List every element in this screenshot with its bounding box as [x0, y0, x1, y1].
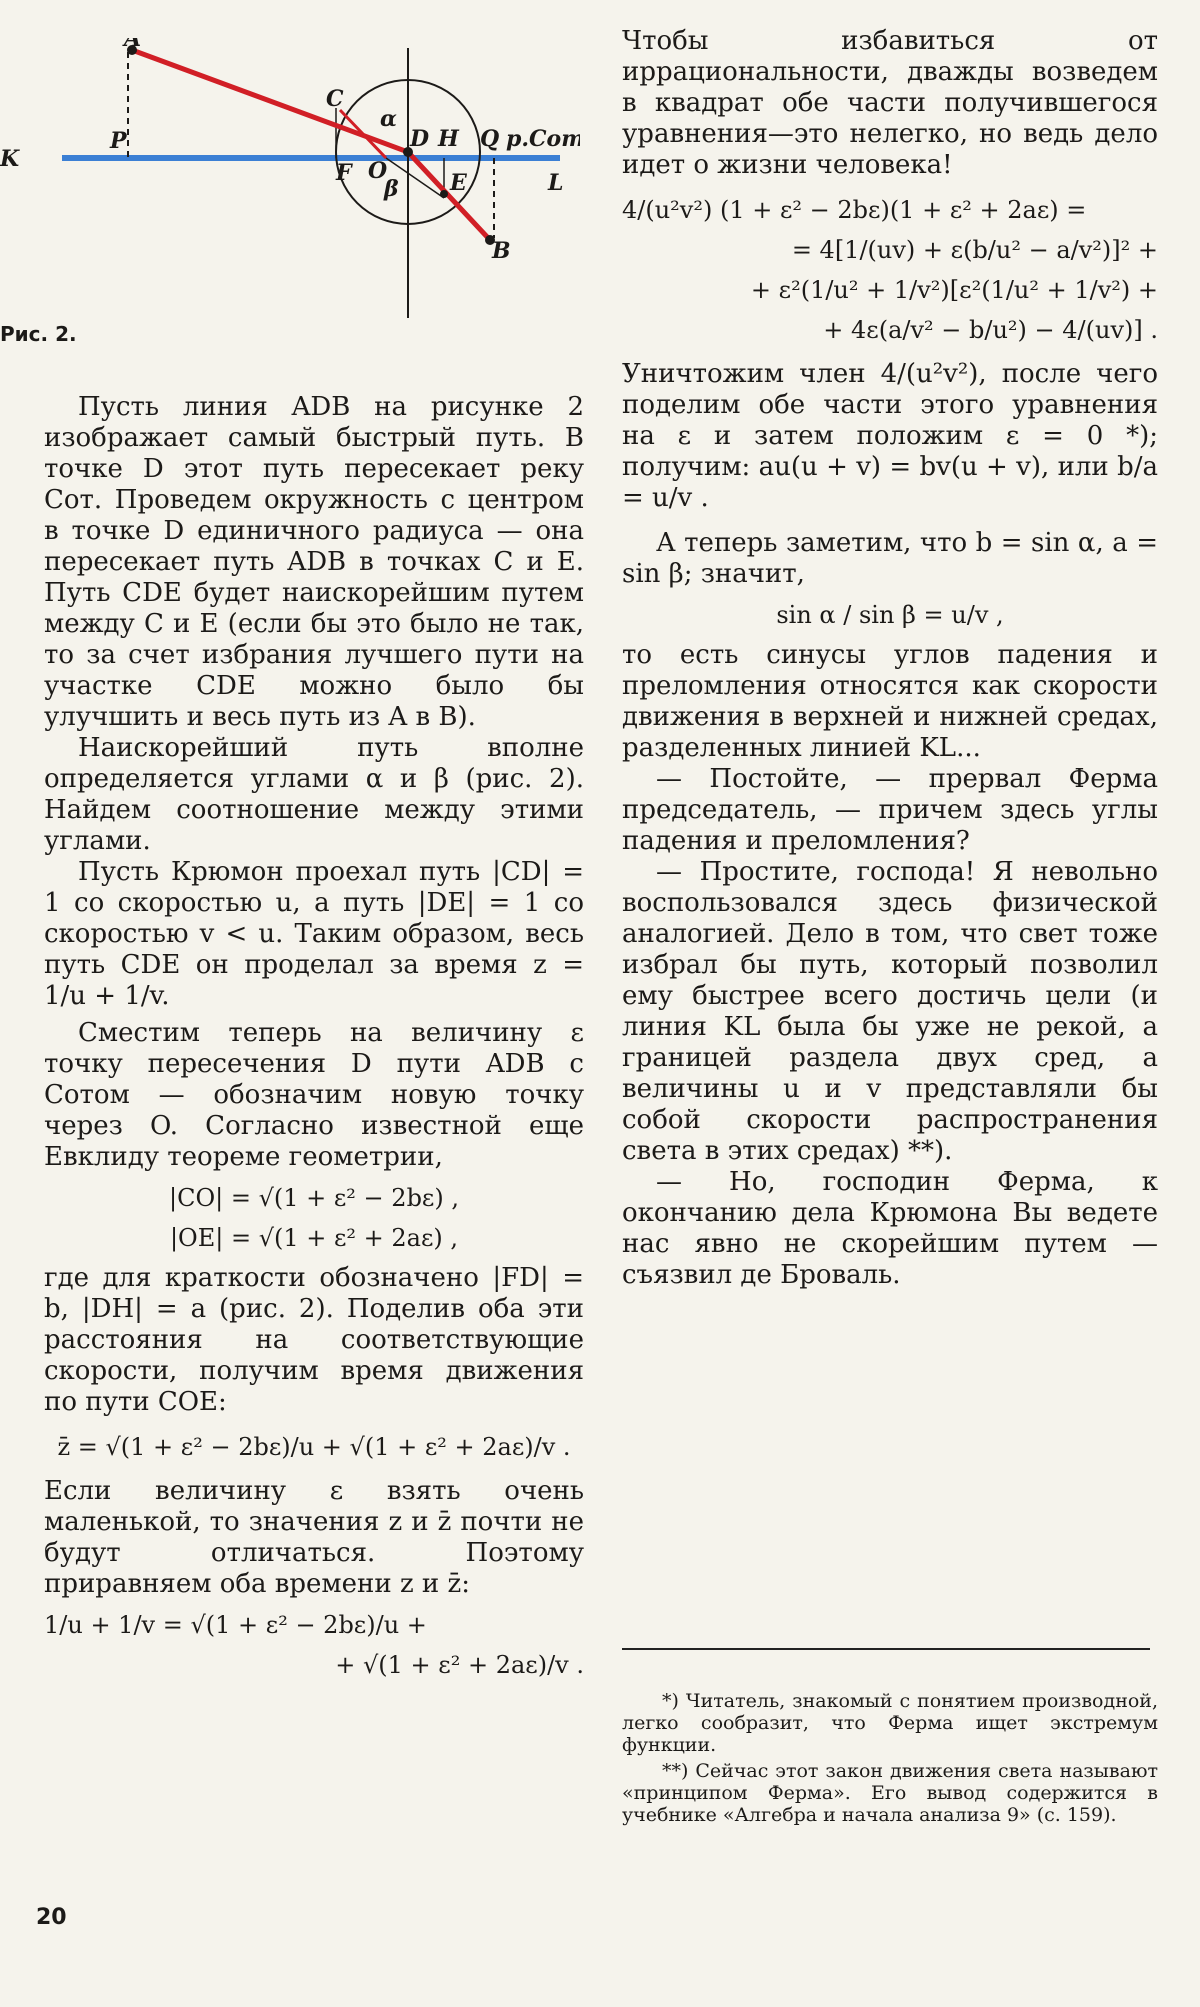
page-number: 20	[36, 1905, 67, 1930]
right-paragraph-5: — Постойте, — прервал Ферма председатель, — причем здесь углы падения и преломления?	[622, 764, 1158, 856]
footnote-1: *) Читатель, знакомый с понятием производной, легко сообразит, что Ферма ищет экстремум функции.	[622, 1690, 1158, 1756]
label-k: K	[0, 146, 20, 172]
equation-equal-times-a: 1/u + 1/v = √(1 + ε² − 2bε)/u +	[44, 1611, 427, 1639]
equation-oe: |OE| = √(1 + ε² + 2aε) ,	[169, 1224, 459, 1252]
footnotes	[622, 1690, 1158, 1826]
right-paragraph-7: — Но, господин Ферма, к окончанию дела Крюмона Вы ведете нас явно не скорейшим путем — съязвил де Броваль.	[622, 1167, 1158, 1290]
label-q: Q	[480, 126, 500, 152]
equation-snell: sin α / sin β = u/v ,	[776, 601, 1004, 629]
label-f: F	[336, 160, 352, 186]
label-l: L	[548, 170, 564, 196]
equation-squared-4: + 4ε(a/v² − b/u²) − 4/(uv)] .	[823, 316, 1158, 344]
left-paragraph-1: Пусть линия ADB на рисунке 2 изображает самый быстрый путь. В точке D этот путь пересекает реку Сот. Проведем окружность с центром в точке D единичного радиуса — она пересекает путь ADB в точках C и E. Путь CDE будет наискорейшим путем между C и E (если бы это было не так, то за счет избрания лучшего пути на участке CDE можно было бы улучшить и весь путь из A в B).	[44, 392, 584, 732]
footnote-rule	[622, 1648, 1150, 1650]
right-paragraph-6: — Простите, господа! Я невольно воспользовался здесь физической аналогией. Дело в том, что свет тоже избрал бы путь, который позволил ему быстрее всего достичь цели (и линия KL была бы уже не рекой, а границей раздела двух сред, а величины u и v представляли бы собой скорости распространения света в этих средах) **).	[622, 857, 1158, 1166]
footnote-2: **) Сейчас этот закон движения света называют «принципом Ферма». Его вывод содержится в учебнике «Алгебра и начала анализа 9» (с. 159).	[622, 1760, 1158, 1826]
equation-squared-1: 4/(u²v²) (1 + ε² − 2bε)(1 + ε² + 2aε) =	[622, 196, 1087, 224]
figure-caption: Рис. 2.	[0, 322, 77, 346]
equation-squared-2: = 4[1/(uv) + ε(b/u² − a/v²)]² +	[791, 236, 1158, 264]
left-paragraph-6: Если величину ε взять очень маленькой, то значения z и z̄ почти не будут отличаться. Поэтому приравняем оба времени z и z̄:	[44, 1476, 584, 1599]
path-adb	[132, 50, 490, 240]
right-paragraph-2: Уничтожим член 4/(u²v²), после чего поделим обе части этого уравнения на ε и затем положим ε = 0 *); получим: au(u + v) = bv(u + v), или b/a = u/v .	[622, 359, 1158, 513]
equation-squared-3: + ε²(1/u² + 1/v²)[ε²(1/u² + 1/v²) +	[750, 276, 1158, 304]
left-column	[44, 392, 584, 1690]
left-paragraph-5: где для краткости обозначено |FD| = b, |DH| = a (рис. 2). Поделив оба эти расстояния на соответствующие скорости, получим время движения по пути COE:	[44, 1263, 584, 1417]
label-b: B	[492, 238, 511, 264]
equation-equal-times-b: + √(1 + ε² + 2aε)/v .	[335, 1651, 584, 1679]
left-paragraph-3: Пусть Крюмон проехал путь |CD| = 1 со скоростью u, а путь |DE| = 1 со скоростью v < u. Таким образом, весь путь CDE он проделал за время z = 1/u + 1/v.	[44, 857, 584, 1011]
label-river: р.Сот	[506, 126, 580, 152]
right-column	[622, 26, 1158, 1291]
label-c: C	[326, 86, 344, 112]
label-e: E	[450, 170, 467, 196]
label-d: D	[410, 126, 430, 152]
point-e	[440, 190, 448, 198]
equation-time-coe: z̄ = √(1 + ε² − 2bε)/u + √(1 + ε² + 2aε)/v .	[57, 1433, 571, 1461]
label-p: P	[110, 128, 127, 154]
equation-co: |CO| = √(1 + ε² − 2bε) ,	[169, 1184, 459, 1212]
right-paragraph-3: А теперь заметим, что b = sin α, a = sin β; значит,	[622, 528, 1158, 589]
right-paragraph-1: Чтобы избавиться от иррациональности, дважды возведем в квадрат обе части получившегося уравнения—это нелегко, но ведь дело идет о жизни человека!	[622, 26, 1158, 180]
label-h: H	[438, 126, 459, 152]
label-beta: β	[384, 176, 399, 202]
label-o: O	[368, 158, 388, 184]
figure-2	[0, 38, 580, 338]
left-paragraph-4: Сместим теперь на величину ε точку пересечения D пути ADB с Сотом — обозначим новую точку через O. Согласно известной еще Евклиду теореме геометрии,	[44, 1018, 584, 1172]
label-a: A	[124, 38, 142, 52]
label-alpha: α	[380, 106, 397, 132]
fermat-diagram	[0, 38, 580, 338]
left-paragraph-2: Наискорейший путь вполне определяется углами α и β (рис. 2). Найдем соотношение между этими углами.	[44, 733, 584, 856]
right-paragraph-4: то есть синусы углов падения и преломления относятся как скорости движения в верхней и нижней средах, разделенных линией KL...	[622, 640, 1158, 763]
